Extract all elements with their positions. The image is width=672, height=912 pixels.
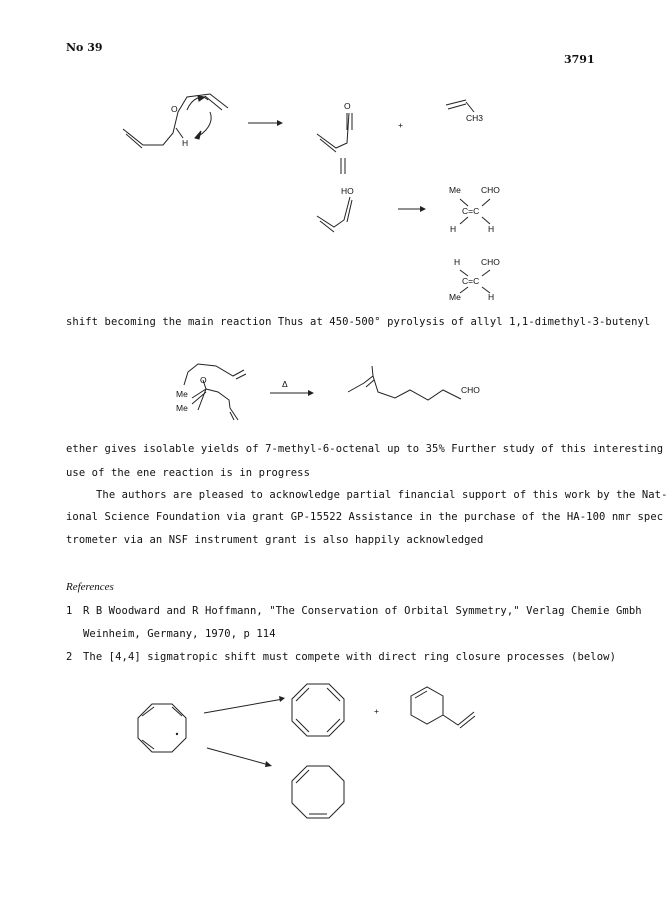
body-line: ether gives isolable yields of 7-methyl-6-octenal up to 35% Further study of this interesting <box>66 443 664 455</box>
ring-oxygen: O <box>200 375 207 385</box>
reaction-arrow-upper <box>204 699 283 713</box>
body-line: use of the ene reaction is in progress <box>66 467 311 479</box>
reference-text: R B Woodward and R Hoffmann, "The Conservation of Orbital Symmetry," Verlag Chemie Gmbh <box>83 605 642 617</box>
vinylcyclohexene <box>411 687 475 728</box>
reference-text: The [4,4] sigmatropic shift must compete with direct ring closure processes (below) <box>83 651 616 663</box>
page-number: 3791 <box>564 53 595 66</box>
reference-number: 1 <box>66 605 73 617</box>
plus-sign: + <box>398 120 403 130</box>
label-h: H <box>488 292 495 302</box>
label-cho: CHO <box>481 185 500 195</box>
label-me: Me <box>449 292 461 302</box>
octadienyl-diradical <box>138 704 186 752</box>
references-heading: References <box>66 581 114 593</box>
label-cc: C=C <box>462 206 480 216</box>
body-line: trometer via an NSF instrument grant is also happily acknowledged <box>66 534 484 546</box>
body-line: ional Science Foundation via grant GP-15522 Assistance in the purchase of the HA-100 nmr spec <box>66 511 664 523</box>
methyl-label: CH3 <box>466 113 484 123</box>
cyclooctadiene-lower <box>292 766 344 818</box>
body-paragraph-1: shift becoming the main reaction Thus at 450-500° pyrolysis of allyl 1,1-dimethyl-3-butenyl <box>66 316 651 328</box>
radical-dot <box>176 733 178 735</box>
reference-text: Weinheim, Germany, 1970, p 114 <box>83 628 276 640</box>
label-me: Me <box>176 389 188 399</box>
enol-ho: HO <box>341 186 354 196</box>
journal-issue: No 39 <box>66 41 103 54</box>
reference-number: 2 <box>66 651 73 663</box>
label-cho: CHO <box>461 385 480 395</box>
reaction-arrow-lower <box>207 748 269 765</box>
atom-h: H <box>182 138 189 148</box>
label-me: Me <box>449 185 461 195</box>
body-line: The authors are pleased to acknowledge partial financial support of this work by the Nat- <box>96 489 668 501</box>
label-cc: C=C <box>462 276 480 286</box>
label-me: Me <box>176 403 188 413</box>
label-cho: CHO <box>481 257 500 267</box>
cyclooctadiene-upper <box>292 684 344 736</box>
heat-symbol: Δ <box>282 379 288 389</box>
label-h: H <box>454 257 461 267</box>
label-h: H <box>450 224 457 234</box>
label-h: H <box>488 224 495 234</box>
carbonyl-o: O <box>344 101 351 111</box>
plus-sign: + <box>374 706 379 716</box>
atom-o: O <box>171 104 178 114</box>
